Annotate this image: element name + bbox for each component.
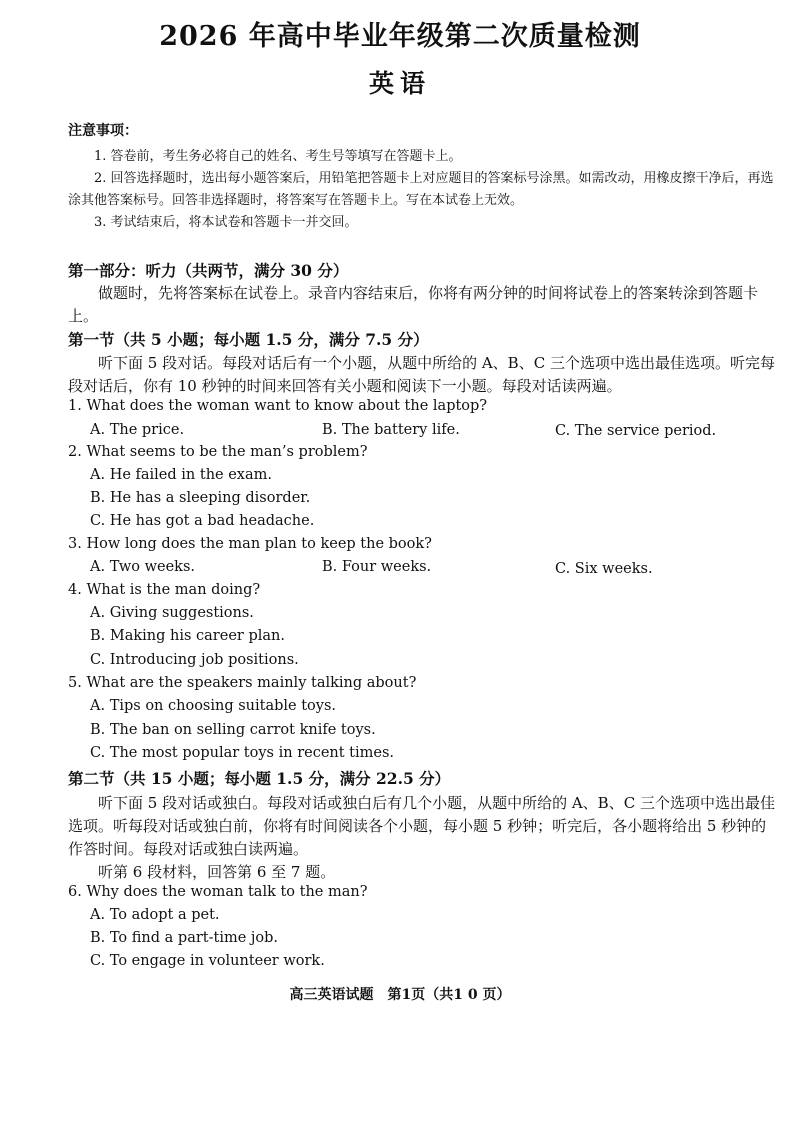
notice-item-2: 2. 回答选择题时，选出每小题答案后，用铅笔把答题卡上对应题目的答案标号涂黑。如需改动，用橡皮擦干净后，再选涂其他答案标号。回答非选择题时，将答案写在答题卡上。写在本试卷上无效。 xyxy=(68,171,774,208)
question-4-option-a: A. Giving suggestions. xyxy=(90,605,254,621)
question-3-stem: 3. How long does the man plan to keep the book? xyxy=(68,536,432,552)
question-5-option-b: B. The ban on selling carrot knife toys. xyxy=(90,722,376,738)
subject-title: 英语 xyxy=(368,69,431,98)
exam-title: 2026 年高中毕业年级第二次质量检测 xyxy=(159,21,641,52)
question-3-option-a: A. Two weeks. xyxy=(90,559,196,575)
question-6-stem: 6. Why does the woman talk to the man? xyxy=(68,884,368,900)
part1-instruction: 做题时，先将答案标在试卷上。录音内容结束后，你将有两分钟的时间将试卷上的答案转涂到答题卡上。 xyxy=(68,284,759,325)
question-2-option-c: C. He has got a bad headache. xyxy=(90,513,315,529)
notice-heading: 注意事项： xyxy=(68,123,138,139)
question-1-stem: 1. What does the woman want to know about the laptop? xyxy=(68,398,488,414)
question-1-option-c: C. The service period. xyxy=(555,423,717,439)
question-2-stem: 2. What seems to be the man’s problem? xyxy=(68,444,368,460)
question-6-option-b: B. To find a part-time job. xyxy=(90,930,279,946)
section1-heading: 第一节（共 5 小题；每小题 1.5 分，满分 7.5 分） xyxy=(68,330,429,349)
question-3-option-b: B. Four weeks. xyxy=(322,559,432,575)
question-5-stem: 5. What are the speakers mainly talking about? xyxy=(68,675,417,691)
section2-heading: 第二节（共 15 小题；每小题 1.5 分，满分 22.5 分） xyxy=(68,769,451,788)
question-4-option-b: B. Making his career plan. xyxy=(90,628,285,644)
question-5-option-a: A. Tips on choosing suitable toys. xyxy=(90,698,337,714)
section2-instruction: 听下面 5 段对话或独白。每段对话或独白后有几个小题，从题中所给的 A、B、C 三个选项中选出最佳选项。听每段对话或独白前，你将有时间阅读各个小题，每小题 5 秒钟；听完后，各小题将给出 5 秒钟的作答时间。每段对话或独白读两遍。 xyxy=(68,794,775,858)
question-6-option-a: A. To adopt a pet. xyxy=(90,907,220,923)
question-1-option-a: A. The price. xyxy=(90,422,185,438)
section1-instruction: 听下面 5 段对话。每段对话后有一个小题，从题中所给的 A、B、C 三个选项中选出最佳选项。听完每段对话后，你有 10 秒钟的时间来回答有关小题和阅读下一小题。每段对话读两遍。 xyxy=(68,354,775,395)
question-1-option-b: B. The battery life. xyxy=(322,422,460,438)
notice-item-1: 1. 答卷前，考生务必将自己的姓名、考生号等填写在答题卡上。 xyxy=(94,149,462,164)
page-footer: 高三英语试题 第1页（共1 0 页） xyxy=(289,987,511,1003)
notice-item-3: 3. 考试结束后，将本试卷和答题卡一并交回。 xyxy=(94,215,358,230)
part1-heading: 第一部分：听力（共两节，满分 30 分） xyxy=(68,261,349,280)
question-2-option-b: B. He has a sleeping disorder. xyxy=(90,490,311,506)
question-3-option-c: C. Six weeks. xyxy=(555,561,653,577)
question-4-stem: 4. What is the man doing? xyxy=(68,582,261,598)
question-2-option-a: A. He failed in the exam. xyxy=(90,467,272,483)
question-4-option-c: C. Introducing job positions. xyxy=(90,652,299,668)
material-note: 听第 6 段材料，回答第 6 至 7 题。 xyxy=(98,863,336,881)
question-6-option-c: C. To engage in volunteer work. xyxy=(90,953,325,969)
question-5-option-c: C. The most popular toys in recent times. xyxy=(90,745,395,761)
